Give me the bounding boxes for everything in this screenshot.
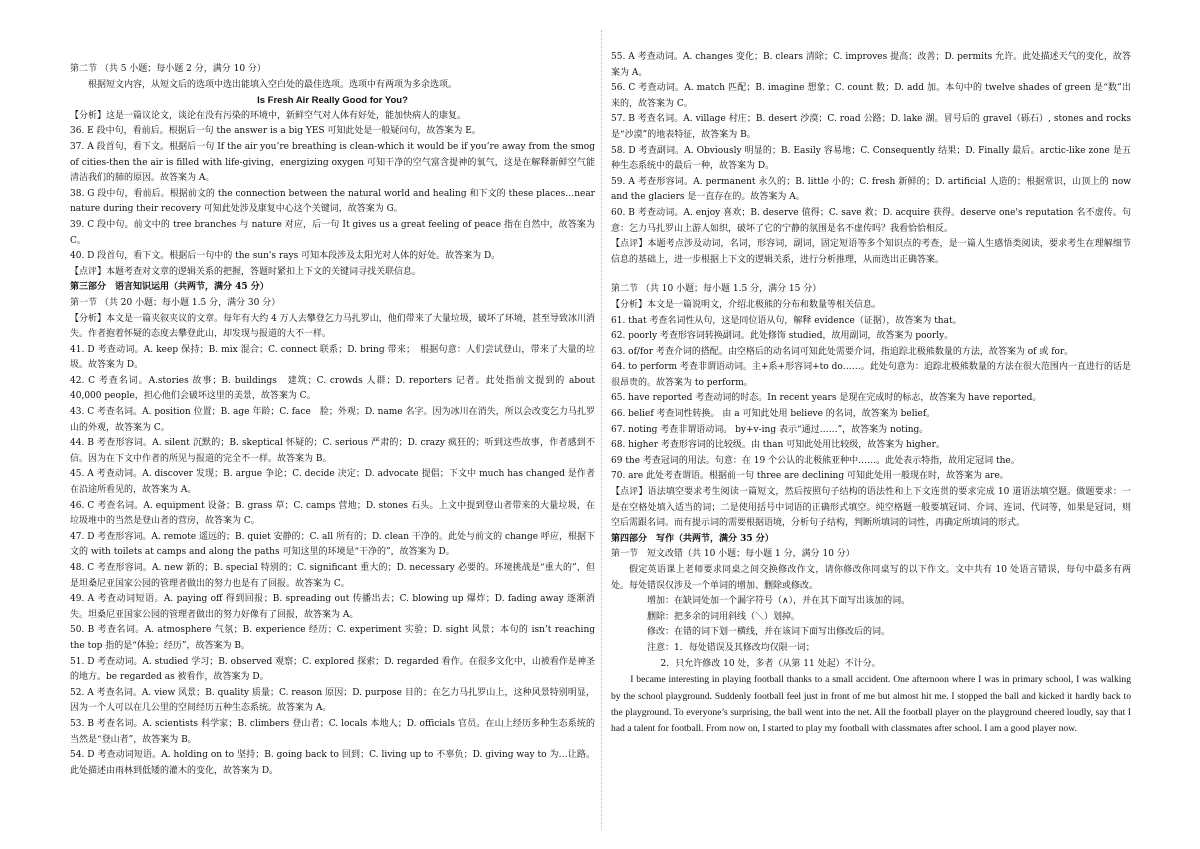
right-paragraph: 注意：1．每处错误及其修改均仅限一词； (647, 642, 815, 653)
right-paragraph: 61. that 考查名词性从句，这是同位语从句，解释 evidence（证据），故答案为 that。 (611, 315, 962, 326)
right-paragraph: 删除：把多余的词用斜线（＼）划掉。 (647, 611, 801, 622)
left-paragraph: 【点评】本题考查对文章的逻辑关系的把握，答题时紧扣上下文的关键词寻找关联信息。 (70, 266, 422, 277)
left-paragraph: 40. D 段首句，看下文。根据后一句中的 the sun's rays 可知本段涉及太阳光对人体的好处。故答案为 D。 (70, 251, 501, 262)
right-paragraph: 55. A 考查动词。A. changes 变化；B. clears 清除；C. improves 提高；改善；D. permits 允许。此处描述天气的变化，故答案为 A。 (611, 52, 1131, 78)
right-paragraph: 60. B 考查动词。A. enjoy 喜欢；B. deserve 值得；C. save 救；D. acquire 获得。deserve one's reputation 名不虚传。句意：乞力马扎罗山上游人如织，破坏了它的宁静的氛围是名不虚传吗？我看恰恰相反。 (611, 207, 1131, 234)
left-column (70, 0, 595, 779)
right-paragraph: 68. higher 考查形容词的比较级。由 than 可知此处用比较级，故答案为 higher。 (611, 440, 945, 451)
right-paragraph: 增加：在缺词处加一个漏字符号（∧），并在其下面写出该加的词。 (647, 596, 911, 607)
right-paragraph: 第四部分 写作（共两节，满分 35 分） (611, 533, 774, 544)
left-paragraph: 41. D 考查动词。A. keep 保持；B. mix 混合；C. connect 联系；D. bring 带来； 根据句意：人们尝试登山，带来了大量的垃圾。故答案为 D。 (70, 344, 595, 371)
right-paragraph: 70. are 此处考查谓语。根据前一句 three are declining 可知此处用一般现在时，故答案为 are。 (611, 471, 1009, 482)
left-paragraph: 37. A 段首句，看下文。根据后一句 If the air you’re breathing is clean-which it would be if you’re away from the smog of cities-then the air is filled with life-giving，energizing oxygen 可知干净的空气富含提神的氧气，这是在解释新鲜空气能清洁我们的肺的原因。故答案为 A。 (70, 141, 595, 184)
right-paragraph: I became interesting in playing football thanks to a small accident. One afternoon where I was in primary school, I was walking by the school playground. Suddenly football feel just in front of me but almost hit me. I stopped the ball and kicked it hardly back to the playground. To everyone’s surprising, the ball went into the net. All the football player on the playground cheered loudly, say that I had a talent for football. From now on, I started to play my football with classmates after school. I am a good player now. (611, 674, 1131, 735)
right-paragraph: 假定英语课上老师要求同桌之间交换修改作文，请你修改你同桌写的以下作文。文中共有 10 处语言错误，每句中最多有两处。每处错误仅涉及一个单词的增加、删除或修改。 (611, 565, 1131, 591)
left-paragraph: 53. B 考查名词。A. scientists 科学家；B. climbers 登山者；C. locals 本地人；D. officials 官员。在山上经历多种生态系统的当然是“登山者”，故答案为 B。 (70, 718, 595, 745)
right-paragraph: 【分析】本文是一篇说明文，介绍北极熊的分布和数量等相关信息。 (611, 299, 882, 310)
left-paragraph: 43. C 考查名词。A. position 位置；B. age 年龄；C. face 脸；外观；D. name 名字。因为冰川在消失，所以会改变乞力马扎罗山的外观，故答案为 C。 (70, 407, 595, 433)
right-paragraph (611, 268, 1131, 282)
left-paragraph: 36. E 段中句，看前后。根据后一句 the answer is a big YES 可知此处是一般疑问句，故答案为 E。 (70, 126, 481, 137)
left-paragraph: 【分析】这是一篇议论文，谈论在没有污染的环境中，新鲜空气对人体有好处，能加快病人的康复。 (70, 110, 467, 121)
left-paragraph: 44. B 考查形容词。A. silent 沉默的；B. skeptical 怀疑的；C. serious 严肃的；D. crazy 疯狂的；听到这些故事，作者感到不信。因为在下文中作者的所见与报道的完全不一样。故答案为 B。 (70, 438, 595, 464)
left-paragraph: 第三部分 语言知识运用（共两节，满分 45 分） (70, 282, 269, 293)
left-paragraph: 第一节 （共 20 小题；每小题 1.5 分，满分 30 分） (70, 297, 281, 308)
right-paragraph: 58. D 考查副词。A. Obviously 明显的；B. Easily 容易地；C. Consequently 结果；D. Finally 最后。arctic-like zone 是五种生态系统中的最后一种，故答案为 D。 (611, 145, 1131, 172)
left-paragraph: 49. A 考查动词短语。A. paying off 得到回报；B. spreading out 传播出去；C. blowing up 爆炸；D. fading away 逐渐消失。坦桑尼亚国家公园的管理者做出的努力好像有了回报，故答案为 A。 (70, 594, 595, 620)
left-paragraph: 【分析】本文是一篇夹叙夹议的文章。每年有大约 4 万人去攀登乞力马扎罗山，他们带来了大量垃圾，破坏了环境，甚至导致冰川消失。作者抱着怀疑的态度去攀登此山，却发现与报道的大不一样。 (70, 313, 595, 340)
left-paragraph: 根据短文内容，从短文后的选项中选出能填入空白处的最佳选项。选项中有两项为多余选项。 (88, 79, 458, 90)
right-paragraph: 64. to perform 考查非谓语动词。主+系+形容词+to do……。此处句意为：追踪北极熊数量的方法在很大范围内一直进行的话是很昂贵的。故答案为 to perform。 (611, 362, 1131, 388)
left-paragraph: 52. A 考查名词。A. view 风景；B. quality 质量；C. reason 原因；D. purpose 目的；在乞力马扎罗山上，这种风景特别明显，因为一个人可以在几公里的空间经历五种生态系统。故答案为 A。 (70, 687, 595, 714)
left-paragraph: 48. C 考查形容词。A. new 新的；B. special 特别的；C. significant 重大的；D. necessary 必要的。环境挑战是“重大的”，但是坦桑尼亚国家公园的管理者做出的努力也是有了回报。故答案为 C。 (70, 563, 595, 589)
left-paragraph: 45. A 考查动词。A. discover 发现；B. argue 争论；C. decide 决定；D. advocate 提倡；下文中 much has changed 是作者在沿途所看见的，故答案为 A。 (70, 469, 595, 496)
column-divider (601, 30, 602, 830)
left-paragraph: 38. G 段中句，看前后。根据前文的 the connection between the natural world and healing 和下文的 these places…near nature during their recovery 可知此处涉及康复中心这个关键词，故答案为 G。 (70, 188, 595, 215)
left-paragraph: 51. D 考查动词。A. studied 学习；B. observed 观察；C. explored 探索；D. regarded 看作。在很多文化中，山被看作是神圣的地方。be regarded as 被看作，故答案为 D。 (70, 656, 595, 683)
right-paragraph: 66. belief 考查词性转换。 由 a 可知此处用 believe 的名词，故答案为 belief。 (611, 409, 936, 420)
left-paragraph: 42. C 考查名词。A.stories 故事；B. buildings 建筑；C. crowds 人群；D. reporters 记者。此处指前文提到的 about 40,000 people，担心他们会破坏这里的美景，故答案为 C。 (70, 375, 595, 402)
right-column (611, 0, 1131, 738)
right-paragraph: 【点评】本题考点涉及动词，名词，形容词，副词，固定短语等多个知识点的考查，是一篇人生感悟类阅读，要求考生在理解细节信息的基础上，进一步根据上下文的逻辑关系，进行分析推理，从而选出正确答案。 (611, 239, 1131, 265)
left-paragraph: 39. C 段中句。前文中的 tree branches 与 nature 对应，后一句 It gives us a great feeling of peace 指在自然中，故答案为 C。 (70, 219, 595, 246)
left-paragraph: 47. D 考查形容词。A. remote 遥远的；B. quiet 安静的；C. all 所有的；D. clean 干净的。此处与前文的 change 呼应，根据下文的 with toilets at camps and along the paths 可知这里的环境是“干净的”，故答案为 D。 (70, 531, 595, 558)
right-paragraph: 69 the 考查冠词的用法。句意：在 19 个公认的北极熊亚种中……。此处表示特指，故用定冠词 the。 (611, 455, 1020, 466)
left-paragraph: 第二节 （共 5 小题；每小题 2 分，满分 10 分） (70, 64, 266, 74)
right-paragraph: 63. of/for 考查介词的搭配。由空格后的动名词可知此处需要介词，指追踪北极熊数量的方法，故答案为 of 或 for。 (611, 346, 1074, 357)
left-paragraph: 50. B 考查名词。A. atmosphere 气氛；B. experience 经历；C. experiment 实验；D. sight 风景；本句的 isn’t reaching the top 指的是“体验；经历”，故答案为 B。 (70, 625, 595, 651)
right-paragraph: 65. have reported 考查动词的时态。In recent years 是现在完成时的标志，故答案为 have reported。 (611, 393, 1042, 404)
left-paragraph: 46. C 考查名词。A. equipment 设备；B. grass 草；C. camps 营地；D. stones 石头。上文中提到登山者带来的大量垃圾，在垃圾堆中的当然是登山者的营房，故答案为 C。 (70, 500, 595, 527)
left-paragraph: Is Fresh Air Really Good for You? (257, 95, 408, 107)
right-paragraph: 59. A 考查形容词。A. permanent 永久的；B. little 小的；C. fresh 新鲜的；D. artificial 人造的；根据常识，山顶上的 now and the glaciers 是一直存在的。故答案为 A。 (611, 176, 1131, 203)
right-paragraph: 56. C 考查动词。A. match 匹配；B. imagine 想象；C. count 数；D. add 加。本句中的 twelve shades of green 是“数”出来的，故答案为 C。 (611, 83, 1131, 109)
right-paragraph: 67. noting 考查非谓语动词。 by+v-ing 表示“通过……”，故答案为 noting。 (611, 424, 929, 435)
right-paragraph: 第二节 （共 10 小题；每小题 1.5 分，满分 15 分） (611, 284, 822, 295)
left-paragraph: 54. D 考查动词短语。A. holding on to 坚持；B. going back to 回到；C. living up to 不辜负；D. giving way to 为…让路。此处描述由雨林到低矮的灌木的变化，故答案为 D。 (70, 750, 595, 776)
right-paragraph: 【点评】语法填空要求考生阅读一篇短文，然后按照句子结构的语法性和上下文连贯的要求完成 10 道语法填空题。做题要求：一是在空格处填入适当的词；二是使用括号中词语的正确形式填空。纯空格题一般要填冠词、介词、连词、代词等，如果是冠词，则空后需跟名词。而有提示词的需要根据语境，分析句子结构，判断所填词的词性，再确定所填词的形式。 (611, 487, 1131, 529)
right-paragraph: 修改：在错的词下划一横线，并在该词下面写出修改后的词。 (647, 627, 891, 638)
right-paragraph: 第一节 短文改错（共 10 小题；每小题 1 分，满分 10 分） (611, 549, 855, 560)
right-paragraph: 57. B 考查名词。A. village 村庄；B. desert 沙漠；C. road 公路；D. lake 湖。冒号后的 gravel（砾石）, stones and rocks 是“沙漠”的地表特征，故答案为 B。 (611, 114, 1131, 140)
right-paragraph: 62. poorly 考查形容词转换副词。此处修饰 studied，故用副词，故答案为 poorly。 (611, 331, 954, 342)
right-paragraph: 2．只允许修改 10 处，多者（从第 11 处起）不计分。 (660, 658, 881, 669)
